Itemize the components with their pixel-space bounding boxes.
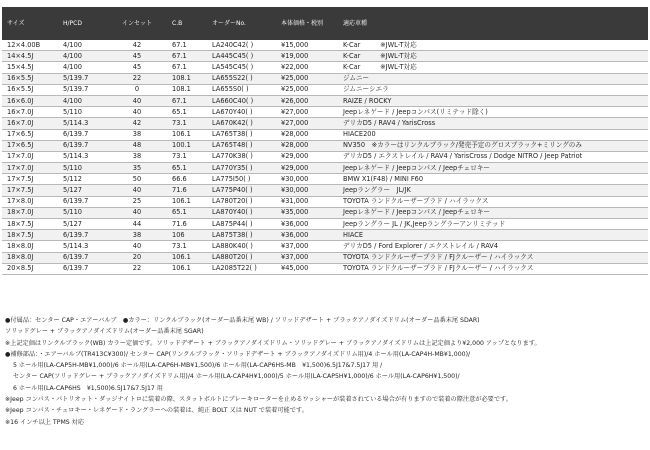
cb-cell: 106.1 (158, 196, 210, 207)
price-cell: ¥29,000 (279, 163, 340, 174)
size-cell: 17×7.0J (2, 163, 60, 174)
inset-cell: 42 (116, 118, 158, 129)
order-no-cell: LA765T38( ) (210, 129, 279, 140)
size-cell: 18×8.0J (2, 241, 60, 252)
note-parts-4: 6 ホール用(LA-CAP6HS ¥1,500)6.5J17&7.5J17 用 (13, 384, 163, 392)
vehicles-cell: TOYOTA ランドクルーザープラド / FJクルーザー / ハイラックス (340, 252, 648, 263)
cb-cell: 108.1 (158, 84, 210, 95)
cb-cell: 73.1 (158, 118, 210, 129)
hpcd-cell: 6/139.7 (60, 196, 116, 207)
note-parts-2: 5 ホール用(LA-CAP5H-MB¥1,000)/6 ホール用(LA-CAP6H-MB¥1,500)/6 ホール用(LA-CAP6HS-MB ¥1,500)6.5J17&7.5J17 用 / (13, 362, 383, 370)
order-no-cell: LA670K42( ) (210, 118, 279, 129)
note-jeep-washer: ※Jeep コンパス・パトリオット・ダッジナイトロに装着の際、スタットボルトにブレーキローターを止めるワッシャーが装着されている場合が有りますので装着の際注意が必要です。 (5, 396, 512, 404)
cb-cell: 65.1 (158, 107, 210, 118)
inset-cell: 44 (116, 219, 158, 230)
price-cell: ¥45,000 (279, 263, 340, 274)
vehicles-cell: BMW X1(F48) / MINI F60 (340, 174, 648, 185)
note-jeep-bolt: ※Jeep コンパス・チェロキー・レネゲード・ラングラーへの装着は、純正 BOLT 又は NUT で装着可能です。 (5, 407, 308, 415)
price-cell: ¥25,000 (279, 84, 340, 95)
note-price: ※上記定価はリンクルブラック(WB) カラー定価です。ソリッドデザート + ブラックアノダイズドリム・ソリッドグレー + ブラックアノダイズドリムは上記定価より¥2,000 アップとなります。 (5, 339, 541, 347)
price-cell: ¥28,000 (279, 129, 340, 140)
hpcd-cell: 5/127 (60, 219, 116, 230)
price-cell: ¥36,000 (279, 230, 340, 241)
order-no-cell: LA240C42( ) (210, 40, 279, 51)
cb-cell: 106.1 (158, 129, 210, 140)
size-cell: 16×5.5J (2, 73, 60, 84)
hpcd-cell: 6/139.7 (60, 263, 116, 274)
size-cell: 17×7.5J (2, 185, 60, 196)
vehicles-cell: Jeepラングラー JL/JK (340, 185, 648, 196)
inset-cell: 40 (116, 185, 158, 196)
inset-cell: 0 (116, 84, 158, 95)
hpcd-cell: 4/100 (60, 51, 116, 62)
order-no-cell: LA660C40( ) (210, 95, 279, 106)
note-tpms: ※16 インチ以上 TPMS 対応 (5, 418, 85, 426)
size-cell: 16×7.0J (2, 118, 60, 129)
table-row (2, 230, 648, 241)
size-cell: 15×4.5J (2, 62, 60, 73)
hpcd-cell: 4/100 (60, 62, 116, 73)
vehicles-cell: ジムニーシエラ (340, 84, 648, 95)
hpcd-cell: 5/114.3 (60, 118, 116, 129)
header-size: サイズ (2, 7, 60, 40)
hpcd-cell: 6/139.7 (60, 252, 116, 263)
order-no-cell: LA880K40( ) (210, 241, 279, 252)
note-parts: ●補修部品：・エアーバルブ(TR413C¥300)/ センター CAP(リンクルブラック・ソリッドデザート + ブラックアノダイズドリム用)/4 ホール用(LA-CAP4H-MB¥1,000)/ (5, 350, 471, 358)
vehicles-cell: K-Car ※JWL-T対応 (340, 51, 648, 62)
hpcd-cell: 5/112 (60, 174, 116, 185)
hpcd-cell: 6/139.7 (60, 230, 116, 241)
vehicles-cell: K-Car ※JWL-T対応 (340, 62, 648, 73)
order-no-cell: LA775P40( ) (210, 185, 279, 196)
size-cell: 17×8.0J (2, 196, 60, 207)
inset-cell: 38 (116, 129, 158, 140)
header-price: 本体価格・税別 (279, 7, 340, 40)
cb-cell: 73.1 (158, 151, 210, 162)
price-cell: ¥30,000 (279, 185, 340, 196)
table-row (2, 185, 648, 196)
cb-cell: 67.1 (158, 51, 210, 62)
note-color-2: ソリッドグレー + ブラックアノダイズドリム(オーダー品番末尾 SGAR) (5, 328, 204, 336)
price-cell: ¥25,000 (279, 73, 340, 84)
vehicles-cell: ジムニー (340, 73, 648, 84)
price-cell: ¥26,000 (279, 95, 340, 106)
order-no-cell: LA770K38( ) (210, 151, 279, 162)
cb-cell: 65.1 (158, 163, 210, 174)
order-no-cell: LA875T38( ) (210, 230, 279, 241)
table-row (2, 129, 648, 140)
inset-cell: 40 (116, 241, 158, 252)
hpcd-cell: 5/127 (60, 185, 116, 196)
table-row (2, 51, 648, 62)
order-no-cell: LA870Y40( ) (210, 207, 279, 218)
table-row (2, 163, 648, 174)
cb-cell: 100.1 (158, 140, 210, 151)
table-header-row (2, 7, 648, 40)
order-no-cell: LA775I50( ) (210, 174, 279, 185)
vehicles-cell: Jeepラングラー JL / JK,Jeepラングラーアンリミテッド (340, 219, 648, 230)
hpcd-cell: 5/114.3 (60, 241, 116, 252)
table-row (2, 196, 648, 207)
order-no-cell: LA770Y35( ) (210, 163, 279, 174)
cb-cell: 108.1 (158, 73, 210, 84)
inset-cell: 20 (116, 252, 158, 263)
table-row (2, 140, 648, 151)
cb-cell: 67.1 (158, 95, 210, 106)
inset-cell: 25 (116, 196, 158, 207)
price-cell: ¥31,000 (279, 196, 340, 207)
inset-cell: 50 (116, 174, 158, 185)
order-no-cell: LA655S0( ) (210, 84, 279, 95)
notes-section (5, 315, 647, 428)
inset-cell: 48 (116, 140, 158, 151)
order-no-cell: LA875P44( ) (210, 219, 279, 230)
table-body (2, 40, 648, 274)
table-row (2, 219, 648, 230)
hpcd-cell: 4/100 (60, 95, 116, 106)
hpcd-cell: 5/139.7 (60, 73, 116, 84)
vehicles-cell: Jeepレネゲード / Jeepコンパス / Jeepチェロキー (340, 207, 648, 218)
table-row (2, 95, 648, 106)
order-no-cell: LA765T48( ) (210, 140, 279, 151)
table-row (2, 107, 648, 118)
price-cell: ¥37,000 (279, 252, 340, 263)
table-row (2, 62, 648, 73)
vehicles-cell: NV350 ※カラーはリンクルブラック/発売予定のグロスブラック+ミリングのみ (340, 140, 648, 151)
cb-cell: 71.6 (158, 219, 210, 230)
table-row (2, 263, 648, 274)
size-cell: 18×8.0J (2, 252, 60, 263)
cb-cell: 106 (158, 230, 210, 241)
header-inset: インセット (116, 7, 158, 40)
size-cell: 18×7.5J (2, 230, 60, 241)
price-cell: ¥30,000 (279, 174, 340, 185)
vehicles-cell: K-Car ※JWL-T対応 (340, 40, 648, 51)
wheel-spec-table (2, 7, 648, 275)
vehicles-cell: デリカD5 / Ford Explorer / エクストレイル / RAV4 (340, 241, 648, 252)
hpcd-cell: 5/110 (60, 163, 116, 174)
order-no-cell: LA655S22( ) (210, 73, 279, 84)
size-cell: 18×7.0J (2, 207, 60, 218)
inset-cell: 38 (116, 230, 158, 241)
table-row (2, 252, 648, 263)
table-row (2, 174, 648, 185)
header-order-no: オーダーNo. (210, 7, 279, 40)
price-cell: ¥15,000 (279, 40, 340, 51)
vehicles-cell: TOYOTA ランドクルーザープラド / ハイラックス (340, 196, 648, 207)
price-cell: ¥27,000 (279, 107, 340, 118)
cb-cell: 106.1 (158, 252, 210, 263)
header-cb: C.B (158, 7, 210, 40)
inset-cell: 45 (116, 51, 158, 62)
price-cell: ¥19,000 (279, 51, 340, 62)
cb-cell: 65.1 (158, 207, 210, 218)
note-parts-3: センター CAP(ソリッドグレー + ブラックアノダイズドリム用)/4 ホール用(LA-CAP4H¥1,000)/5 ホール用(LA-CAP5H¥1,000)/6 ホール用(LA-CAP6H¥1,500)/ (13, 373, 460, 381)
vehicles-cell: TOYOTA ランドクルーザープラド / FJクルーザー / ハイラックス (340, 263, 648, 274)
price-cell: ¥37,000 (279, 241, 340, 252)
vehicles-cell: RAIZE / ROCKY (340, 95, 648, 106)
order-no-cell: LA670Y40( ) (210, 107, 279, 118)
inset-cell: 35 (116, 163, 158, 174)
size-cell: 20×8.5J (2, 263, 60, 274)
header-vehicles: 適応車種 (340, 7, 648, 40)
cb-cell: 67.1 (158, 40, 210, 51)
table-row (2, 40, 648, 51)
vehicles-cell: HIACE200 (340, 129, 648, 140)
hpcd-cell: 6/139.7 (60, 129, 116, 140)
size-cell: 17×7.0J (2, 151, 60, 162)
vehicles-cell: Jeepレネゲード / Jeepコンパス / Jeepチェロキー (340, 163, 648, 174)
cb-cell: 71.6 (158, 185, 210, 196)
size-cell: 16×6.0J (2, 95, 60, 106)
inset-cell: 40 (116, 95, 158, 106)
header-hpcd: H/PCD (60, 7, 116, 40)
order-no-cell: LA2085T22( ) (210, 263, 279, 274)
inset-cell: 42 (116, 40, 158, 51)
order-no-cell: LA880T20( ) (210, 252, 279, 263)
price-cell: ¥22,000 (279, 62, 340, 73)
cb-cell: 73.1 (158, 241, 210, 252)
price-cell: ¥29,000 (279, 151, 340, 162)
order-no-cell: LA780T20( ) (210, 196, 279, 207)
note-accessories: ●付属品：センター CAP・エアーバルブ ●カラー：リンクルブラック(オーダー品番末尾 WB) / ソリッドデザート + ブラックアノダイズドリム(オーダー品番末尾 SDAR) (5, 317, 480, 324)
price-cell: ¥27,000 (279, 118, 340, 129)
size-cell: 12×4.00B (2, 40, 60, 51)
vehicles-cell: HIACE (340, 230, 648, 241)
inset-cell: 22 (116, 73, 158, 84)
price-cell: ¥28,000 (279, 140, 340, 151)
table-row (2, 241, 648, 252)
size-cell: 17×6.5J (2, 129, 60, 140)
vehicles-cell: デリカD5 / エクストレイル / RAV4 / YarisCross / Dodge NITRO / Jeep Patriot (340, 151, 648, 162)
cb-cell: 66.6 (158, 174, 210, 185)
hpcd-cell: 5/114.3 (60, 151, 116, 162)
hpcd-cell: 5/110 (60, 107, 116, 118)
inset-cell: 22 (116, 263, 158, 274)
table-row (2, 118, 648, 129)
vehicles-cell: デリカD5 / RAV4 / YarisCross (340, 118, 648, 129)
table-row (2, 151, 648, 162)
cb-cell: 67.1 (158, 62, 210, 73)
table-row (2, 207, 648, 218)
order-no-cell: LA445C45( ) (210, 51, 279, 62)
inset-cell: 38 (116, 151, 158, 162)
cb-cell: 106.1 (158, 263, 210, 274)
size-cell: 17×6.5J (2, 140, 60, 151)
hpcd-cell: 5/110 (60, 207, 116, 218)
order-no-cell: LA545C45( ) (210, 62, 279, 73)
price-cell: ¥35,000 (279, 207, 340, 218)
table-row (2, 73, 648, 84)
inset-cell: 40 (116, 107, 158, 118)
price-cell: ¥36,000 (279, 219, 340, 230)
hpcd-cell: 5/139.7 (60, 84, 116, 95)
size-cell: 18×7.5J (2, 219, 60, 230)
vehicles-cell: Jeepレネゲード / Jeepコンパス(リミテッド除く) (340, 107, 648, 118)
inset-cell: 40 (116, 207, 158, 218)
size-cell: 16×5.5J (2, 84, 60, 95)
hpcd-cell: 6/139.7 (60, 140, 116, 151)
size-cell: 17×7.5J (2, 174, 60, 185)
hpcd-cell: 4/100 (60, 40, 116, 51)
size-cell: 16×7.0J (2, 107, 60, 118)
table-row (2, 84, 648, 95)
size-cell: 14×4.5J (2, 51, 60, 62)
inset-cell: 45 (116, 62, 158, 73)
